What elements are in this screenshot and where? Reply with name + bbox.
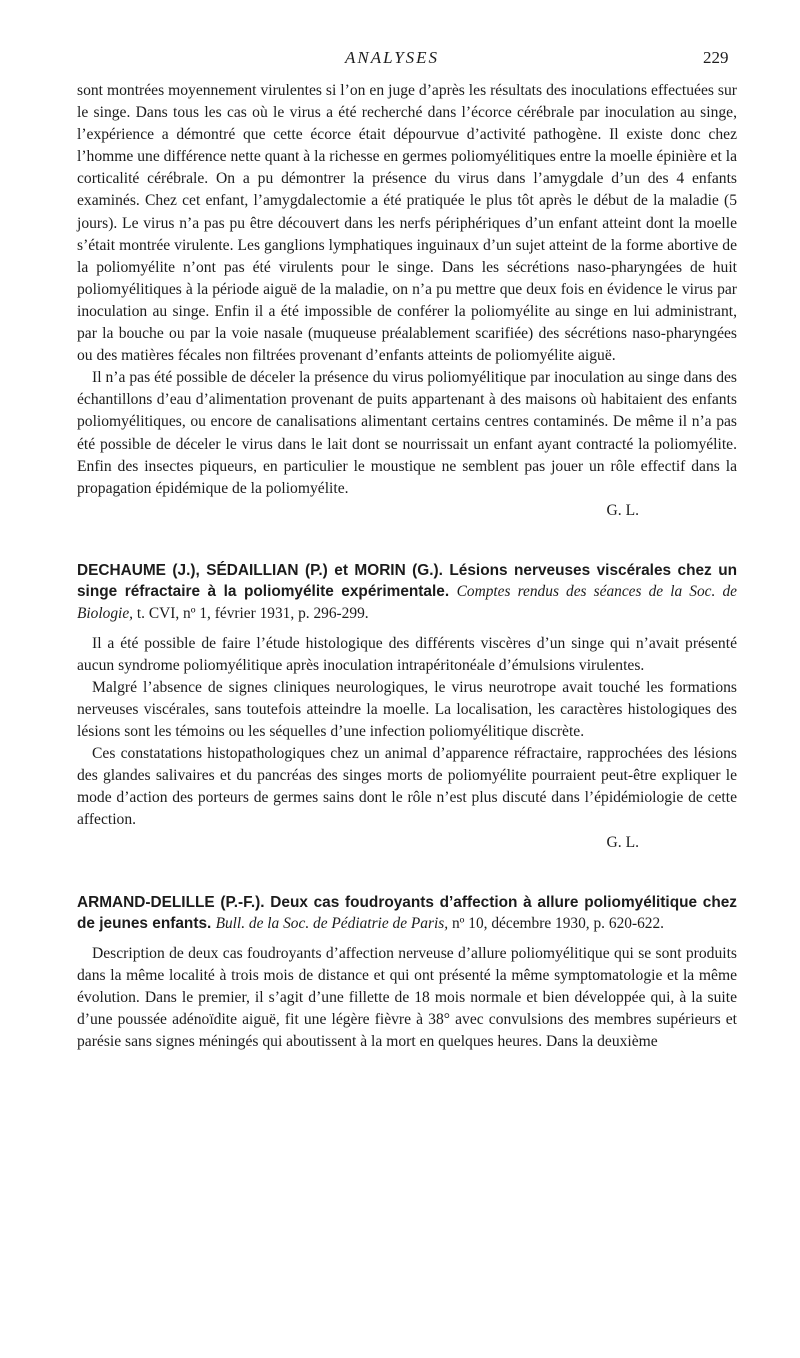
page-header: [0, 46, 800, 72]
reviewer-signature: G. L.: [606, 501, 639, 519]
review-heading: [77, 560, 737, 625]
paragraph: Il a été possible de faire l’étude histologique des différents viscères d’un singe qui n’avait présenté aucun syndrome poliomyélitique après inoculation intrapéritonéale d’émulsions virulentes.: [77, 634, 737, 674]
review-source: Comptes rendus des séances de la Soc. de Biologie,: [77, 583, 737, 623]
page-body: [77, 80, 737, 1053]
review-source-details: t. CVI, nº 1, février 1931, p. 296-299.: [136, 605, 369, 623]
review-dechaume: [77, 560, 737, 854]
paragraph: Ces constatations histopathologiques chez un animal d’apparence réfractaire, rapprochées des lésions des glandes salivaires et du pancréas des singes morts de poliomyélite pourraient peut-être expliquer le mode d’action des porteurs de germes sains dont le rôle n’est plus discuté dans l’épidémiologie de cette affection.: [77, 745, 737, 829]
review-source-details: nº 10, décembre 1930, p. 620-622.: [451, 915, 665, 933]
paragraph: Malgré l’absence de signes cliniques neurologiques, le virus neurotrope avait touché les formations nerveuses viscérales, sans toutefois atteindre la moelle. La localisation, les caractères histologiques des lésions sont les témoins ou les séquelles d’une infection poliomyélitique discrète.: [77, 678, 737, 741]
review-authors: ARMAND-DELILLE (P.-F.).: [77, 893, 265, 911]
running-title: ANALYSES: [345, 48, 440, 67]
review-heading: [77, 892, 737, 935]
reviewer-signature: G. L.: [606, 833, 639, 851]
review-title: Deux cas foudroyants d’affection à allure poliomyélitique chez de jeunes enfants.: [77, 893, 737, 933]
previous-review-continuation: [77, 80, 737, 522]
review-authors: DECHAUME (J.), SÉDAILLIAN (P.) et MORIN (G.).: [77, 561, 443, 579]
paragraph: sont montrées moyennement virulentes si l’on en juge d’après les résultats des inoculations effectuées sur le singe. Dans tous les cas où le virus a été recherché dans l’écorce cérébrale par inoculation au singe, l’expérience a démontré que cette écorce était dépourvue d’activité pathogène. Il existe donc chez l’homme une différence nette quant à la richesse en germes poliomyélitiques entre la moelle épinière et la corticalité cérébrale. On a pu démontrer la présence du virus dans l’amygdale d’un des 4 enfants examinés. Chez cet enfant, l’amygdalectomie a été pratiquée le plus tôt après le début de la maladie (5 jours). Le virus n’a pas pu être découvert dans les nerfs périphériques d’un enfant atteint dont la moelle s’était montrée virulente. Les ganglions lymphatiques inguinaux d’un sujet atteint de la forme abortive de la poliomyélite n’ont pas été virulents pour le singe. Dans les sécrétions naso-pharyngées de huit poliomyélitiques à la période aiguë de la maladie, on n’a pu mettre que deux fois en évidence le virus par inoculation au singe. Enfin il a été impossible de conférer la poliomyélite au singe en lui administrant, par la bouche ou par la voie nasale (muqueuse préalablement scarifiée) des sécrétions naso-pharyngées ou des matières fécales non filtrées provenant d’enfants atteints de poliomyélite aiguë.: [77, 82, 737, 365]
paragraph: Description de deux cas foudroyants d’affection nerveuse d’allure poliomyélitique qui se sont produits dans la même localité à trois mois de distance et qui ont présenté la même symptomatologie et la même évolution. Dans le premier, il s’agit d’une fillette de 18 mois normale et bien développée qui, à la suite d’une poussée adénoïdite aiguë, fit une légère fièvre à 38° avec convulsions des membres supérieurs et parésie sans signes méningés qui aboutissent à la mort en quelques heures. Dans la deuxième: [77, 944, 737, 1051]
review-armand-delille: [77, 892, 737, 1054]
review-source: Bull. de la Soc. de Pédiatrie de Paris,: [215, 915, 449, 933]
page-number: 229: [703, 48, 729, 67]
paragraph: Il n’a pas été possible de déceler la présence du virus poliomyélitique par inoculation au singe dans des échantillons d’eau d’alimentation provenant de puits appartenant à des maisons où habitaient des enfants poliomyélitiques, ou encore de canalisations alimentant certains centres contaminés. De même il n’a pas été possible de déceler le virus dans le lait dont se nourrissait un enfant ayant contracté la poliomyélite. Enfin des insectes piqueurs, en particulier le moustique ne semblent pas jouer un rôle effectif dans la propagation épidémique de la poliomyélite.: [77, 369, 737, 497]
review-title: Lésions nerveuses viscérales chez un singe réfractaire à la poliomyélite expérimentale.: [77, 561, 738, 601]
